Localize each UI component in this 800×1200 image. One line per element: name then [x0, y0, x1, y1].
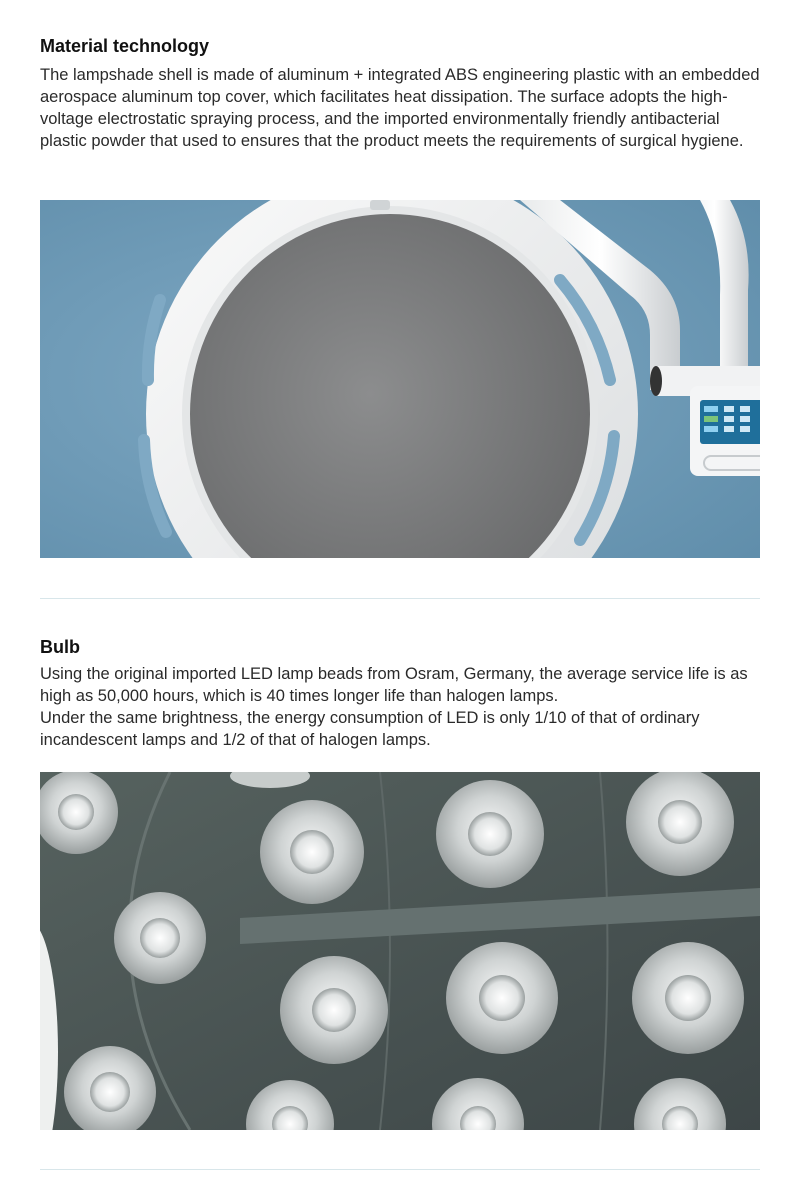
section-title: Bulb [40, 637, 80, 657]
section-divider [40, 598, 760, 599]
section-paragraph: The lampshade shell is made of aluminum + integrated ABS engineering plastic with an embedded aerospace aluminum top cover, which facilitates heat dissipation. The surface adopts the high-voltage electrostatic spraying process, and the imported environmentally friendly antibacterial plastic powder that used to ensures that the product meets the requirements of surgical hygiene. [40, 66, 760, 150]
bulb-section [40, 635, 760, 751]
section-paragraph: Using the original imported LED lamp beads from Osram, Germany, the average service life is as high as 50,000 hours, which is 40 times longer life than halogen lamps. [40, 665, 748, 705]
led-beads-illustration [40, 772, 760, 1130]
led-beads-photo [40, 772, 760, 1130]
section-paragraph: Under the same brightness, the energy consumption of LED is only 1/10 of that of ordinary incandescent lamps and 1/2 of that of halogen lamps. [40, 709, 700, 749]
material-technology-section [40, 34, 760, 152]
section-title: Material technology [40, 36, 210, 56]
section-divider [40, 1169, 760, 1170]
lampshade-photo [40, 200, 760, 558]
lampshade-illustration [40, 200, 760, 558]
